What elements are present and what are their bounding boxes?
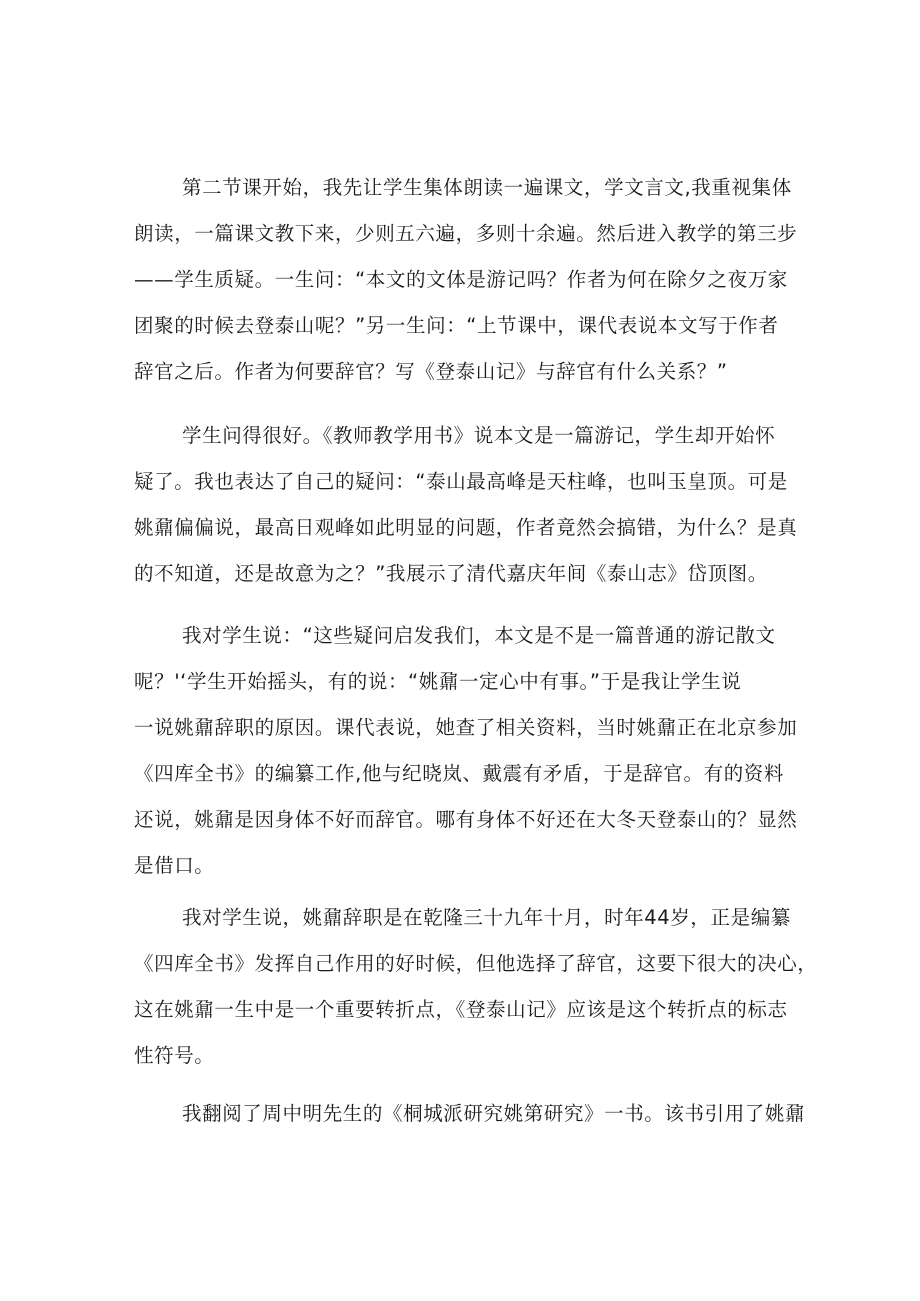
paragraph-1-line-5: 辞官之后。作者为何要辞官？写《登泰山记》与辞官有什么关系？”: [134, 360, 728, 383]
paragraph-2-line-4: 的不知道，还是故意为之？”我展示了清代嘉庆年间《泰山志》岱顶图。: [134, 562, 768, 585]
paragraph-5-line-1: 我翻阅了周中明先生的《桐城派研究姚第研究》一书。该书引用了姚鼐: [182, 1102, 806, 1125]
paragraph-1-line-2: 朗读，一篇课文教下来，少则五六遍，多则十余遍。然后进入教学的第三步: [134, 222, 798, 245]
paragraph-3-line-2: 呢？'‘学生开始摇头，有的说：“姚鼐一定心中有事。”于是我让学生说: [134, 670, 742, 693]
paragraph-1-line-4: 团聚的时候去登泰山呢？”另一生问：“上节课中，课代表说本文写于作者: [134, 314, 779, 337]
paragraph-4-line-4: 性符号。: [134, 1044, 215, 1067]
paragraph-1-line-1: 第二节课开始，我先让学生集体朗读一遍课文，学文言文,我重视集体: [182, 176, 792, 199]
paragraph-3-line-6: 是借口。: [134, 854, 215, 877]
paragraph-4-line-2: 《四库全书》发挥自己作用的好时候，但他选择了辞官，这要下很大的决心，: [134, 952, 818, 975]
paragraph-3-line-3: 一说姚鼐辞职的原因。课代表说，她查了相关资料，当时姚鼐正在北京参加: [134, 716, 798, 739]
paragraph-1-line-3: ——学生质疑。一生问：“本文的文体是游记吗？作者为何在除夕之夜万家: [134, 268, 788, 291]
paragraph-3-line-1: 我对学生说：“这些疑问启发我们，本文是不是一篇普通的游记散文: [182, 624, 776, 647]
paragraph-3-line-5: 还说，姚鼐是因身体不好而辞官。哪有身体不好还在大冬天登泰山的？显然: [134, 808, 798, 831]
paragraph-4-line-3: 这在姚鼐一生中是一个重要转折点，《登泰山记》应该是这个转折点的标志: [134, 998, 788, 1021]
paragraph-2-line-3: 姚鼐偏偏说，最高日观峰如此明显的问题，作者竟然会搞错，为什么？是真: [134, 516, 798, 539]
paragraph-2-line-2: 疑了。我也表达了自己的疑问：“泰山最高峰是天柱峰，也叫玉皇顶。可是: [134, 470, 788, 493]
paragraph-2-line-1: 学生问得很好。《教师教学用书》说本文是一篇游记，学生却开始怀: [182, 424, 776, 447]
paragraph-4-line-1: 我对学生说，姚鼐辞职是在乾隆三十九年十月，时年44岁，正是编纂: [182, 906, 791, 929]
paragraph-3-line-4: 《四库全书》的编纂工作,他与纪晓岚、戴震有矛盾，于是辞官。有的资料: [134, 762, 784, 785]
